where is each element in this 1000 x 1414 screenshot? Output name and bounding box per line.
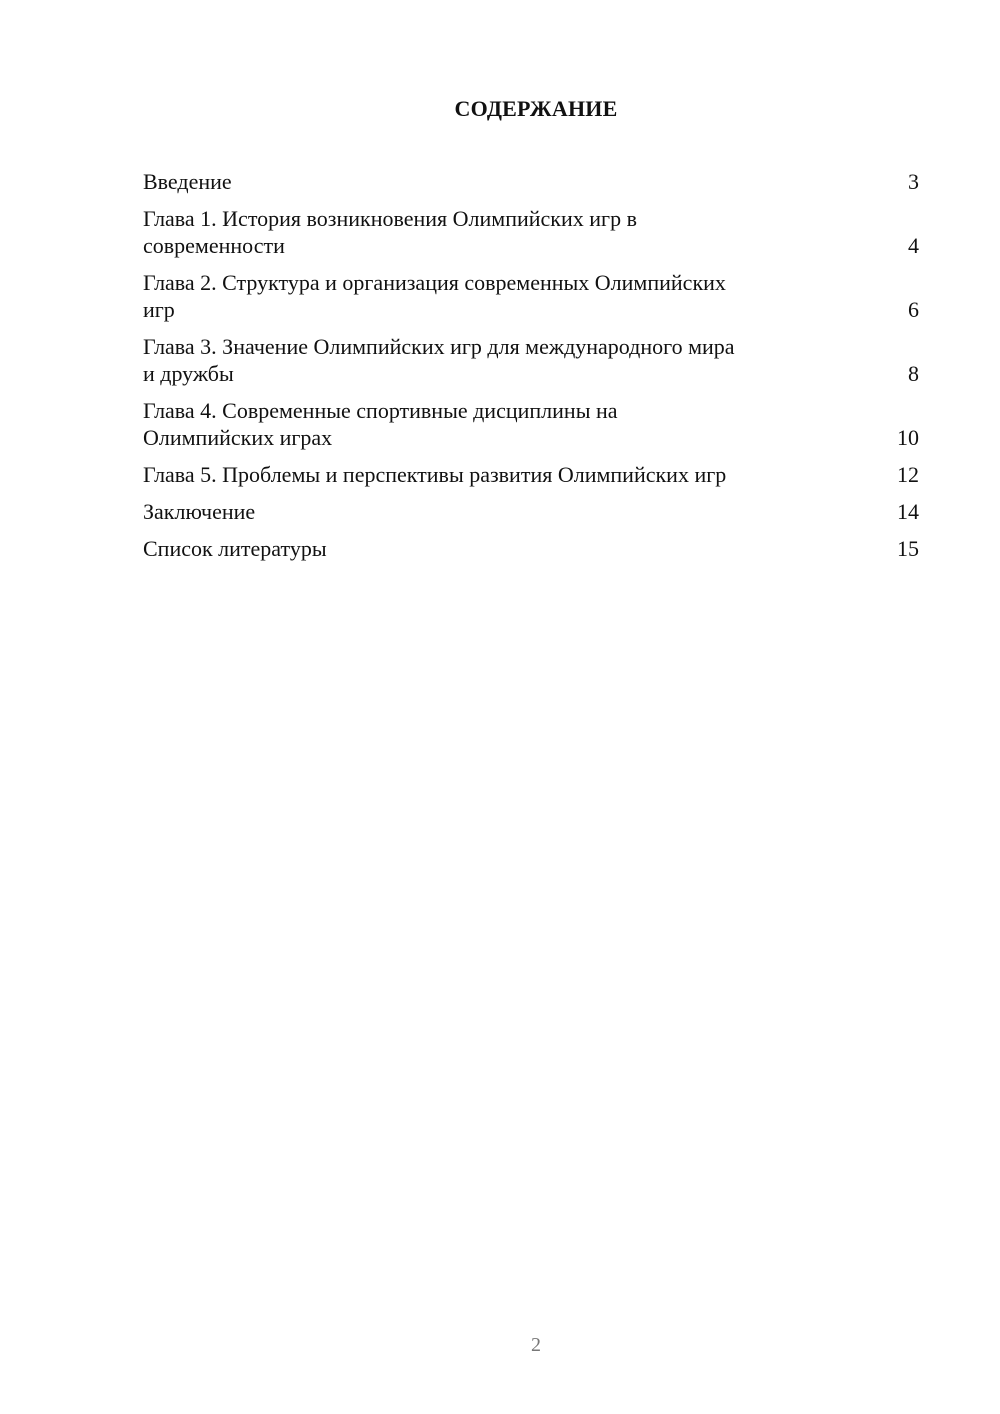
toc-heading: СОДЕРЖАНИЕ <box>454 96 618 121</box>
toc-entry-chapter-5 <box>143 461 919 488</box>
toc-entry-chapter-3 <box>143 333 919 387</box>
toc-entry-conclusion <box>143 498 919 525</box>
toc-entry-page: 6 <box>908 297 919 322</box>
toc-entry-chapter-2 <box>143 269 919 323</box>
toc-entry-title: Введение <box>143 169 232 194</box>
page-number: 2 <box>531 1334 541 1356</box>
toc-entry-page: 10 <box>897 425 919 450</box>
toc-entry-title: Глава 3. Значение Олимпийских игр для международного мира и дружбы <box>143 334 735 386</box>
toc-entry-page: 14 <box>897 499 919 524</box>
toc-entry-title: Глава 2. Структура и организация современных Олимпийских игр <box>143 270 726 322</box>
toc-entry-page: 3 <box>908 169 919 194</box>
toc-entry-page: 4 <box>908 233 919 258</box>
toc-entry-title: Список литературы <box>143 536 327 561</box>
toc-entry-chapter-1 <box>143 205 919 259</box>
toc-entry-introduction <box>143 168 919 195</box>
table-of-contents <box>143 168 919 572</box>
toc-entry-bibliography <box>143 535 919 562</box>
toc-entry-page: 8 <box>908 361 919 386</box>
toc-entry-title: Заключение <box>143 499 256 524</box>
toc-entry-page: 12 <box>897 462 919 487</box>
toc-entry-page: 15 <box>897 536 919 561</box>
toc-entry-title: Глава 1. История возникновения Олимпийских игр в современности <box>143 206 637 258</box>
toc-entry-title: Глава 5. Проблемы и перспективы развития Олимпийских игр <box>143 462 727 487</box>
toc-entry-chapter-4 <box>143 397 919 451</box>
toc-entry-title: Глава 4. Современные спортивные дисциплины на Олимпийских играх <box>143 398 618 450</box>
